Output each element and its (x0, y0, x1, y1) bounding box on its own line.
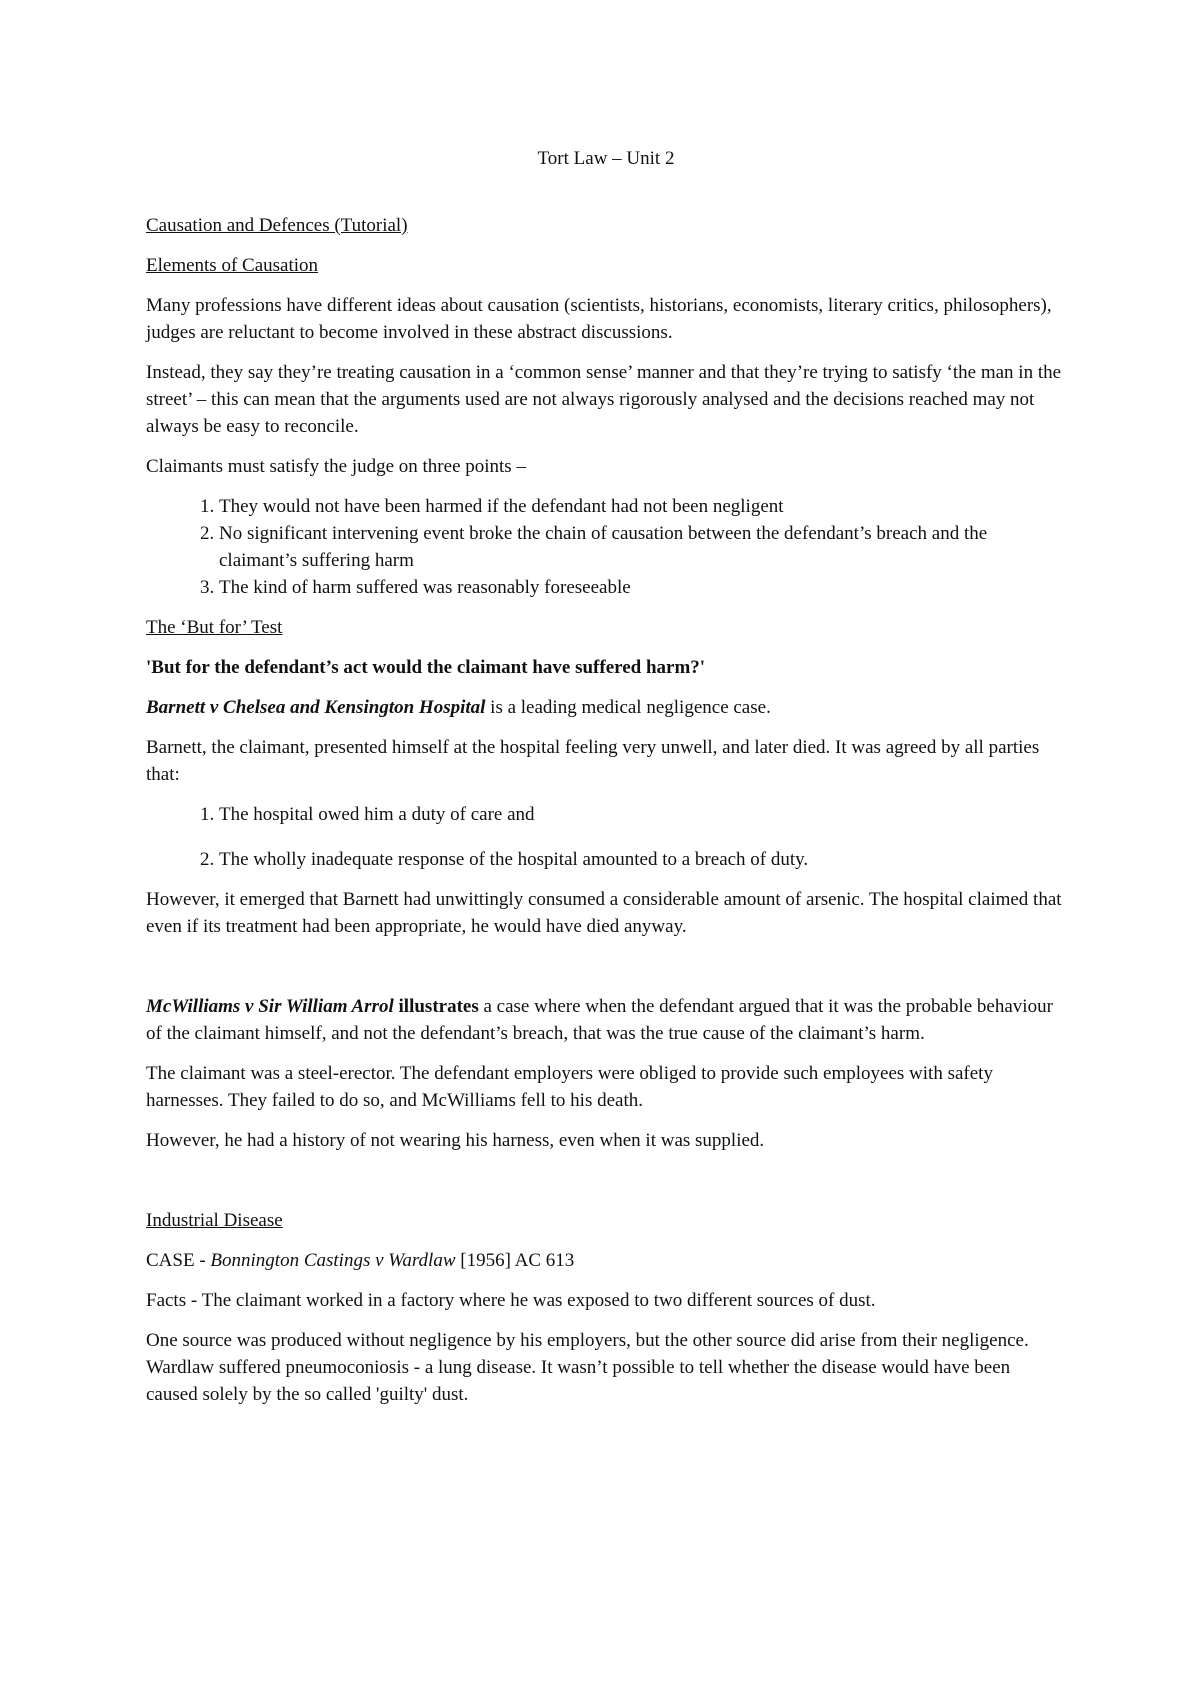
paragraph-mcwilliams-intro: McWilliams v Sir William Arrol illustrates a case where when the defendant argued that it was the probable behaviour of the claimant himself, and not the defendant’s breach, that was the true cause of the claimant’s harm. (146, 996, 1053, 1044)
case-name-mcwilliams: McWilliams v Sir William Arrol (146, 996, 394, 1017)
spacer (146, 953, 1066, 993)
paragraph-barnett-intro: Barnett v Chelsea and Kensington Hospital is a leading medical negligence case. (146, 697, 771, 718)
page-title: Tort Law – Unit 2 (537, 148, 675, 169)
paragraph-barnett-facts: Barnett, the claimant, presented himself at the hospital feeling very unwell, and later died. It was agreed by all parties that: (146, 737, 1040, 785)
list-item: 1. They would not have been harmed if the defendant had not been negligent (219, 493, 1066, 520)
list-item: 1. The hospital owed him a duty of care and (219, 801, 1066, 828)
list-item: 2. No significant intervening event broke the chain of causation between the defendant’s breach and the claimant’s suffering harm (219, 520, 1066, 574)
section-heading-causation-defences: Causation and Defences (Tutorial) (146, 215, 408, 236)
list-item: 2. The wholly inadequate response of the hospital amounted to a breach of duty. (219, 846, 1066, 873)
section-heading-industrial-disease: Industrial Disease (146, 1210, 283, 1231)
barnett-points-list (146, 801, 1066, 873)
paragraph-claimants: Claimants must satisfy the judge on three points – (146, 456, 526, 477)
case-name-barnett: Barnett v Chelsea and Kensington Hospital (146, 697, 486, 718)
paragraph-case-citation: CASE - Bonnington Castings v Wardlaw [1956] AC 613 (146, 1250, 575, 1271)
paragraph-professions: Many professions have different ideas about causation (scientists, historians, economists, literary critics, philosophers), judges are reluctant to become involved in these abstract discussions. (146, 295, 1052, 343)
paragraph-dust-sources: One source was produced without negligence by his employers, but the other source did arise from their negligence. Wardlaw suffered pneumoconiosis - a lung disease. It wasn’t possible to tell whether the disease would have been caused solely by the so called 'guilty' dust. (146, 1330, 1029, 1405)
paragraph-arsenic: However, it emerged that Barnett had unwittingly consumed a considerable amount of arsenic. The hospital claimed that even if its treatment had been appropriate, he would have died anyway. (146, 889, 1062, 937)
case-name-bonnington: Bonnington Castings v Wardlaw (210, 1250, 456, 1271)
paragraph-common-sense: Instead, they say they’re treating causation in a ‘common sense’ manner and that they’re trying to satisfy ‘the man in the street’ – this can mean that the arguments used are not always rigorously analysed and the decisions reached may not always be easy to reconcile. (146, 362, 1062, 437)
paragraph-facts: Facts - The claimant worked in a factory where he was exposed to two different sources of dust. (146, 1290, 876, 1311)
section-heading-but-for-test: The ‘But for’ Test (146, 617, 283, 638)
causation-points-list (146, 493, 1066, 601)
list-item: 3. The kind of harm suffered was reasonably foreseeable (219, 574, 1066, 601)
but-for-question: 'But for the defendant’s act would the claimant have suffered harm?' (146, 657, 706, 678)
paragraph-harness: However, he had a history of not wearing his harness, even when it was supplied. (146, 1130, 765, 1151)
paragraph-steel-erector: The claimant was a steel-erector. The defendant employers were obliged to provide such employees with safety harnesses. They failed to do so, and McWilliams fell to his death. (146, 1063, 993, 1111)
document-content (146, 145, 1066, 1421)
spacer (146, 1167, 1066, 1207)
section-heading-elements-of-causation: Elements of Causation (146, 255, 319, 276)
